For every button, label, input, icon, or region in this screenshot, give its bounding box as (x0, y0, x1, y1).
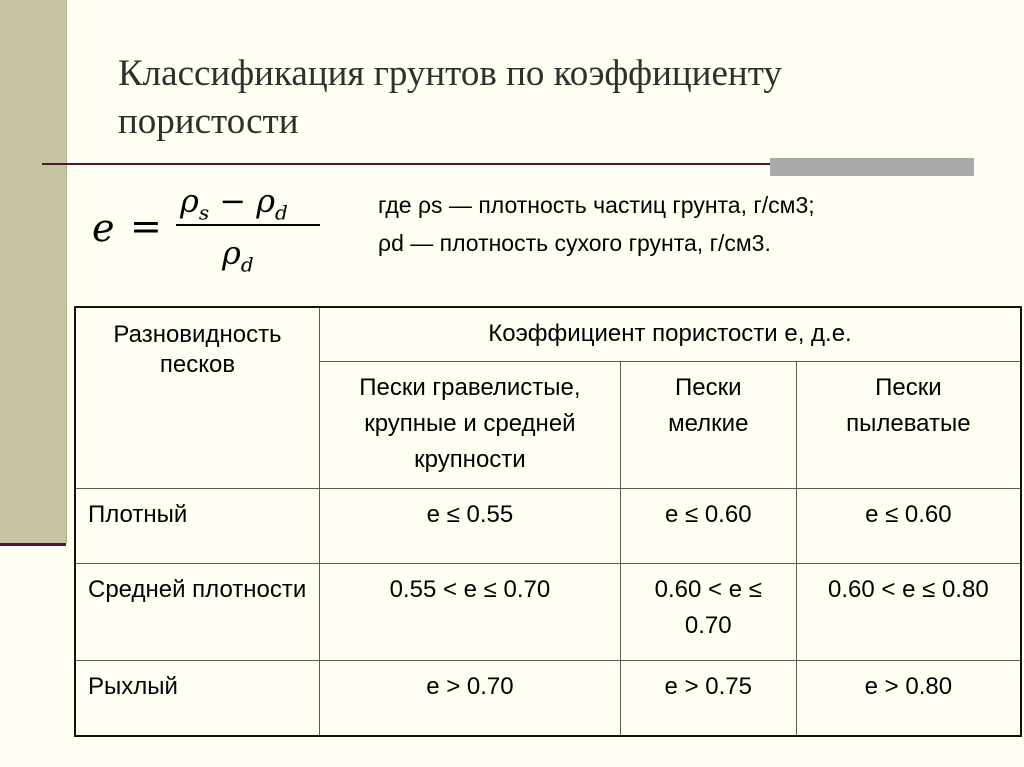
table-cell: е ≤ 0.55 (319, 489, 620, 564)
table-cell: е ≤ 0.60 (620, 489, 796, 564)
porosity-formula (92, 180, 332, 280)
row-label: Рыхлый (75, 661, 319, 737)
header-variety: Разновидность песков (75, 307, 319, 489)
formula-denominator: $\rho_d$ (222, 234, 254, 277)
column-header: Пески мелкие (620, 361, 796, 488)
side-decoration-line (0, 543, 66, 546)
column-header: Пески пылеватые (796, 361, 1021, 488)
definition-line: где ρs — плотность частиц грунта, г/см3; (378, 192, 815, 218)
formula-definitions (378, 186, 815, 262)
porosity-table (74, 306, 1022, 737)
table-row (75, 489, 1021, 564)
table-cell: е > 0.75 (620, 661, 796, 737)
table-cell: е > 0.80 (796, 661, 1021, 737)
formula-lhs: e (92, 206, 115, 250)
table-cell: 0.60 < е ≤ 0.80 (796, 564, 1021, 661)
table-cell: е ≤ 0.60 (796, 489, 1021, 564)
table-cell: е > 0.70 (319, 661, 620, 737)
table-row (75, 661, 1021, 737)
formula-fraction-bar (176, 224, 320, 226)
row-label: Плотный (75, 489, 319, 564)
column-header: Пески гравелистые, крупные и средней крупности (319, 361, 620, 488)
table-row (75, 564, 1021, 661)
row-label: Средней плотности (75, 564, 319, 661)
table-cell: 0.55 < е ≤ 0.70 (319, 564, 620, 661)
table-cell: 0.60 < е ≤ 0.70 (620, 564, 796, 661)
formula-numerator: $\rho_s - \rho_d$ (180, 182, 288, 225)
title-accent-bar (770, 158, 974, 176)
formula-equals: = (130, 204, 162, 248)
table-header-row (75, 307, 1021, 361)
definition-line: ρd — плотность сухого грунта, г/см3. (378, 230, 771, 256)
slide-title: Классификация грунтов по коэффициенту пористости (118, 53, 782, 142)
header-coefficient: Коэффициент пористости е, д.е. (319, 307, 1021, 361)
side-decoration-bar (0, 0, 67, 543)
